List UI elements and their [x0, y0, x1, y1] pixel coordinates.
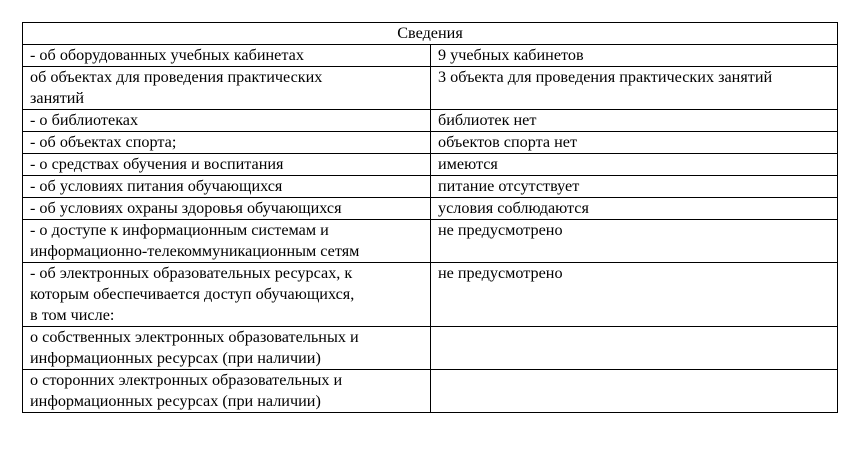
info-table-body [23, 23, 838, 413]
table-row [23, 45, 838, 67]
table-header-row [23, 23, 838, 45]
row-value [431, 370, 838, 413]
table-title: Сведения [23, 23, 838, 45]
table-row [23, 176, 838, 198]
row-label: об объектах для проведения практических занятий [23, 67, 431, 110]
row-value: 3 объекта для проведения практических занятий [431, 67, 838, 110]
table-row [23, 198, 838, 220]
row-value: объектов спорта нет [431, 132, 838, 154]
row-value: не предусмотрено [431, 263, 838, 327]
row-value: имеются [431, 154, 838, 176]
row-label: - об электронных образовательных ресурсах, к которым обеспечивается доступ обучающихся, в том числе: [23, 263, 431, 327]
row-value: 9 учебных кабинетов [431, 45, 838, 67]
row-label: о сторонних электронных образовательных и информационных ресурсах (при наличии) [23, 370, 431, 413]
table-row [23, 67, 838, 110]
table-row [23, 132, 838, 154]
table-row [23, 327, 838, 370]
row-value: не предусмотрено [431, 220, 838, 263]
row-label: - об условиях охраны здоровья обучающихся [23, 198, 431, 220]
table-row [23, 263, 838, 327]
row-label: - об оборудованных учебных кабинетах [23, 45, 431, 67]
row-value: условия соблюдаются [431, 198, 838, 220]
row-label: о собственных электронных образовательных и информационных ресурсах (при наличии) [23, 327, 431, 370]
row-value [431, 327, 838, 370]
table-row [23, 220, 838, 263]
row-label: - о доступе к информационным системам и информационно-телекоммуникационным сетям [23, 220, 431, 263]
table-row [23, 154, 838, 176]
row-label: - об объектах спорта; [23, 132, 431, 154]
row-label: - о средствах обучения и воспитания [23, 154, 431, 176]
row-label: - об условиях питания обучающихся [23, 176, 431, 198]
row-label: - о библиотеках [23, 110, 431, 132]
row-value: библиотек нет [431, 110, 838, 132]
table-row [23, 110, 838, 132]
table-row [23, 370, 838, 413]
info-table [22, 22, 838, 413]
row-value: питание отсутствует [431, 176, 838, 198]
